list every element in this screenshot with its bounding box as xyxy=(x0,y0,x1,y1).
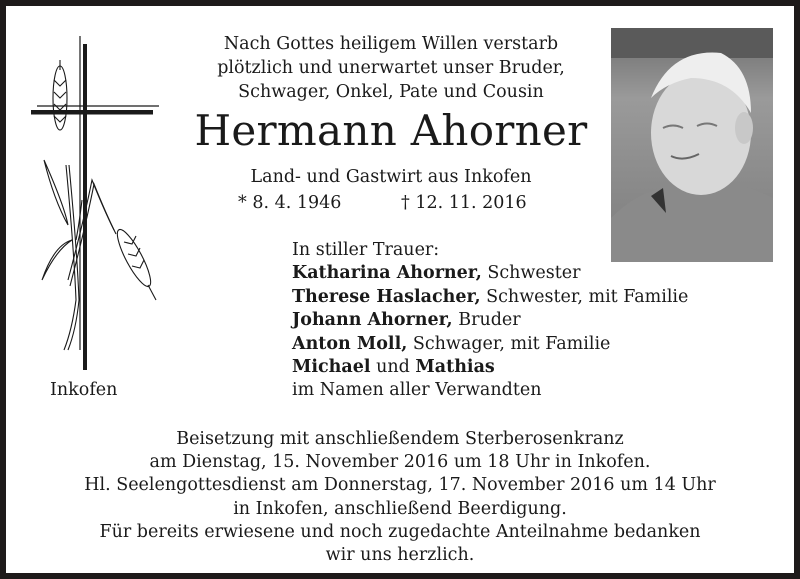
mourners-heading: In stiller Trauer: xyxy=(292,240,440,260)
details-line: in Inkofen, anschließend Beerdigung. xyxy=(233,498,567,519)
mourner-name: Therese Haslacher, xyxy=(292,286,481,307)
mourner-relation: Bruder xyxy=(452,310,521,331)
mourners-list xyxy=(292,239,688,403)
deceased-role: Land- und Gastwirt aus Inkofen xyxy=(250,167,532,187)
mourner-name: Katharina Ahorner, xyxy=(292,263,482,284)
intro-line: plötzlich und unerwartet unser Bruder, xyxy=(217,58,565,78)
mourner-name: Mathias xyxy=(415,357,495,378)
mourner-name: Johann Ahorner, xyxy=(292,310,453,331)
mourner-name: Anton Moll, xyxy=(292,333,408,354)
details-line: Beisetzung mit anschließendem Sterberosenkranz xyxy=(176,429,624,449)
conjunction: und xyxy=(370,357,416,378)
cross-with-wheat-icon xyxy=(24,30,164,370)
mourner-entry xyxy=(292,356,688,379)
funeral-details xyxy=(6,428,794,567)
details-line: wir uns herzlich. xyxy=(325,545,475,566)
mourner-entry xyxy=(292,262,688,285)
details-line: am Dienstag, 15. November 2016 um 18 Uhr in Inkofen. xyxy=(149,452,651,473)
mourner-entry xyxy=(292,309,688,332)
deceased-name: Hermann Ahorner xyxy=(194,106,588,155)
mourner-name: Michael xyxy=(292,357,371,378)
birth-date: * 8. 4. 1946 xyxy=(238,193,342,213)
death-date: † 12. 11. 2016 xyxy=(401,193,527,213)
intro-line: Schwager, Onkel, Pate und Cousin xyxy=(238,82,544,102)
mourner-relation: Schwager, mit Familie xyxy=(407,333,611,354)
mourner-relation: Schwester, mit Familie xyxy=(480,286,689,307)
place-label: Inkofen xyxy=(50,380,118,400)
mourners-closing: im Namen aller Verwandten xyxy=(292,380,542,401)
intro-line: Nach Gottes heiligem Willen verstarb xyxy=(223,34,559,54)
details-line: Für bereits erwiesene und noch zugedachte Anteilnahme bedanken xyxy=(99,521,701,542)
mourner-entry xyxy=(292,333,688,356)
mourner-entry xyxy=(292,286,688,309)
details-line: Hl. Seelengottesdienst am Donnerstag, 17. November 2016 um 14 Uhr xyxy=(84,475,716,496)
intro-text xyxy=(166,32,616,104)
mourner-relation: Schwester xyxy=(481,263,581,284)
portrait-photo xyxy=(611,28,773,262)
